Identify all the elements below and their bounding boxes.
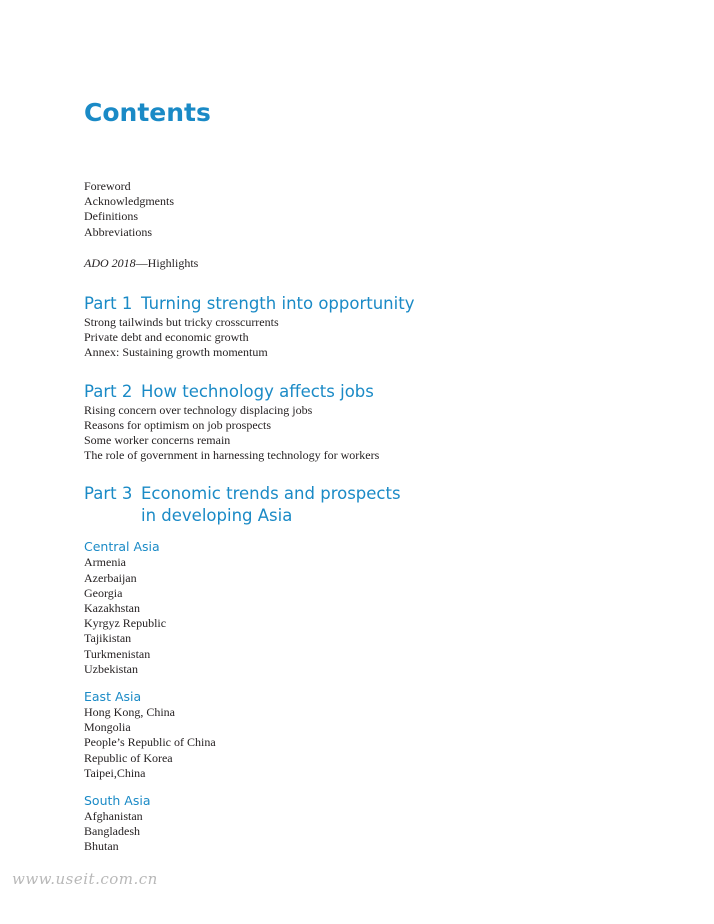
list-item[interactable]: Strong tailwinds but tricky crosscurrents (84, 315, 279, 330)
part-3-title: Economic trends and prospects (141, 484, 401, 504)
part-2-title: How technology affects jobs (141, 381, 374, 401)
part-2-section (84, 381, 684, 464)
list-item[interactable]: Mongolia (84, 720, 131, 735)
page-title: Contents (84, 98, 211, 127)
part-1-heading[interactable] (84, 293, 684, 315)
list-item[interactable]: People’s Republic of China (84, 735, 216, 750)
list-item[interactable]: Afghanistan (84, 809, 143, 824)
list-item[interactable]: Uzbekistan (84, 661, 138, 676)
part-2-heading[interactable] (84, 381, 684, 403)
part-3-number: Part 3 (84, 484, 133, 504)
list-item[interactable]: Taipei,China (84, 765, 146, 780)
watermark: www.useit.com.cn (12, 870, 158, 888)
list-item[interactable]: Kyrgyz Republic (84, 616, 167, 631)
list-item[interactable]: Some worker concerns remain (84, 433, 231, 448)
part-3-heading[interactable] (84, 483, 684, 527)
list-item[interactable]: Georgia (84, 585, 123, 600)
list-item[interactable]: Reasons for optimism on job prospects (84, 417, 271, 432)
list-item[interactable]: Annex: Sustaining growth momentum (84, 345, 268, 360)
list-item[interactable]: Tajikistan (84, 631, 132, 646)
list-item[interactable]: Rising concern over technology displacing jobs (84, 402, 313, 417)
front-matter-foreword[interactable]: Foreword (84, 179, 131, 193)
highlights-rest: —Highlights (135, 255, 199, 270)
list-item[interactable]: The role of government in harnessing technology for workers (84, 448, 380, 463)
highlights-entry[interactable] (84, 256, 684, 271)
region-south-asia (84, 793, 684, 855)
list-item[interactable]: Kazakhstan (84, 601, 140, 616)
region-heading-east-asia[interactable]: East Asia (84, 689, 142, 705)
list-item[interactable]: Bhutan (84, 839, 119, 854)
front-matter-acknowledgments[interactable]: Acknowledgments (84, 194, 174, 209)
region-heading-central-asia[interactable]: Central Asia (84, 539, 160, 555)
list-item[interactable]: Turkmenistan (84, 646, 151, 661)
list-item[interactable]: Armenia (84, 555, 126, 570)
part-3-section (84, 483, 684, 854)
region-central-asia (84, 539, 684, 677)
part-1-number: Part 1 (84, 294, 133, 314)
highlights-italic: ADO 2018 (84, 255, 136, 270)
part-2-number: Part 2 (84, 381, 133, 401)
list-item[interactable]: Private debt and economic growth (84, 330, 249, 345)
part-1-section (84, 293, 684, 361)
list-item[interactable]: Bangladesh (84, 824, 140, 839)
contents-page (84, 96, 684, 855)
part-3-title-continued: in developing Asia (141, 506, 293, 526)
list-item[interactable]: Azerbaijan (84, 570, 137, 585)
region-heading-south-asia[interactable]: South Asia (84, 793, 151, 809)
front-matter-definitions[interactable]: Definitions (84, 209, 138, 224)
list-item[interactable]: Hong Kong, China (84, 705, 175, 720)
front-matter-abbreviations[interactable]: Abbreviations (84, 224, 152, 239)
list-item[interactable]: Republic of Korea (84, 750, 173, 765)
region-east-asia (84, 689, 684, 781)
front-matter-list (84, 179, 684, 240)
part-1-title: Turning strength into opportunity (141, 294, 415, 314)
